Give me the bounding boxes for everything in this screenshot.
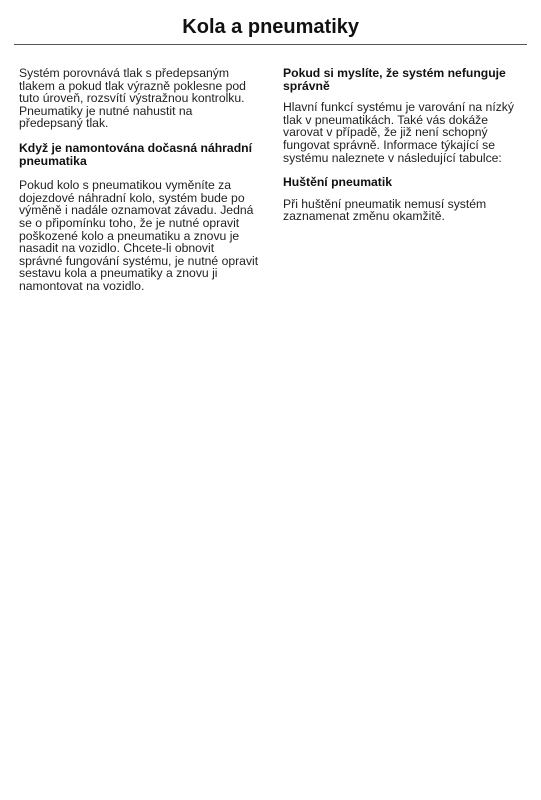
page-title: Kola a pneumatiky <box>182 16 359 38</box>
page-header <box>14 0 527 45</box>
right-column <box>283 67 523 235</box>
left-column <box>19 67 259 305</box>
spare-tire-paragraph: Pokud kolo s pneumatikou vyměníte za dojezdové náhradní kolo, systém bude po výměně i nadále oznamovat závadu. Jedná se o připomínku toho, že je nutné opravit poškozené kolo a pneumatiku a znovu je nasadit na vozidlo. Chcete-li obnovit správné fungování systému, je nutné opravit sestavu kola a pneumatiky a znovu ji namontovat na vozidlo. <box>19 178 259 293</box>
tire-inflation-paragraph: Při huštění pneumatik nemusí systém zaznamenat změnu okamžitě. <box>283 196 487 224</box>
malfunction-heading: Pokud si myslíte, že systém nefunguje správně <box>283 66 506 93</box>
intro-paragraph: Systém porovnává tlak s předepsaným tlakem a pokud tlak výrazně poklesne pod tuto úroveň, rozsvítí výstražnou kontrolku. Pneumatiky je nutné nahustit na předepsaný tlak. <box>19 66 246 131</box>
malfunction-paragraph: Hlavní funkcí systému je varování na nízký tlak v pneumatikách. Také vás dokáže varovat v případě, že již není schopný fungovat správně. Informace týkající se systému naleznete v následující tabulce: <box>283 100 514 165</box>
tire-inflation-heading: Huštění pneumatik <box>283 175 393 190</box>
spare-tire-heading: Když je namontována dočasná náhradní pneumatika <box>19 140 252 168</box>
